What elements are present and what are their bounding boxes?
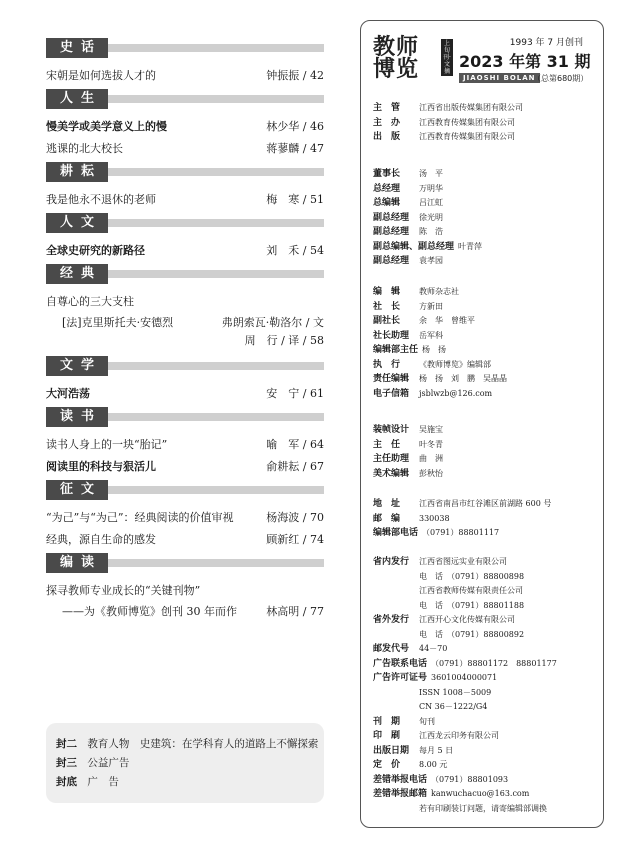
article-title: 逃课的北大校长 [46, 142, 123, 155]
info-row: 电 话 （0791）88800898 [419, 571, 525, 581]
article-entry[interactable] [46, 241, 324, 260]
section-heading [46, 480, 324, 500]
section-heading [46, 213, 324, 233]
table-of-contents [46, 34, 324, 621]
article-title: 探寻教师专业成长的“关键刊物” [46, 584, 201, 597]
article-entry[interactable] [46, 435, 324, 454]
info-row: 社 长 方新田 [373, 301, 443, 312]
article-credits: [法]克里斯托夫·安德烈 弗朗索瓦·勒洛尔 / 文 周 行 / 译 / 58 [62, 316, 324, 347]
info-block [373, 497, 595, 541]
article-entry[interactable] [46, 508, 324, 527]
info-block [373, 423, 595, 481]
info-row: 编 辑 教师杂志社 [373, 287, 459, 297]
article-title: 慢美学或美学意义上的慢 [46, 120, 167, 133]
info-block [373, 167, 595, 269]
info-row: 主 任 叶冬青 [373, 439, 443, 450]
article-entry[interactable] [46, 581, 324, 600]
article-entry[interactable] [46, 66, 324, 85]
article-entry[interactable] [46, 139, 324, 158]
article-author: 梅 寒 / 51 [266, 193, 324, 206]
info-row: 若有印刷装订问题，请寄编辑部调换 [419, 803, 547, 813]
cover-item: 封三 公益广告 [56, 757, 130, 769]
section-0 [46, 38, 324, 85]
section-2 [46, 162, 324, 209]
section-tag: 征文 [46, 480, 108, 500]
article-entry[interactable] [46, 190, 324, 209]
article-author: 林少华 / 46 [266, 120, 324, 133]
info-row: 邮发代号 44－70 [373, 644, 448, 654]
info-block [373, 101, 595, 145]
info-row: 省内发行 江西省图远实业有限公司 [373, 557, 507, 567]
info-row: 出版日期 每月 5 日 [373, 745, 454, 756]
info-row: 董事长 汤 平 [373, 169, 443, 179]
info-row: 社长助理 岳军科 [373, 330, 443, 341]
info-row: 电子信箱 jsblwzb@126.com [373, 388, 493, 399]
info-row: 执 行 《教师博览》编辑部 [373, 359, 491, 370]
article-author: 杨海波 / 70 [266, 511, 324, 524]
section-tag: 读书 [46, 407, 108, 427]
section-1 [46, 89, 324, 158]
article-author: 蒋蓼麟 / 47 [266, 142, 324, 155]
section-tag: 人生 [46, 89, 108, 109]
article-title: 读书人身上的一块“胎记” [46, 438, 168, 451]
info-row: 电 话 （0791）88800892 [419, 629, 525, 639]
article-title: 经典，源自生命的感发 [46, 533, 156, 546]
section-tag: 耕耘 [46, 162, 108, 182]
section-tag: 文学 [46, 356, 108, 376]
cover-item: 封二 教育人物 史建筑：在学科育人的道路上不懈探索 [56, 738, 319, 750]
article-title: “为己”与“为己”：经典阅读的价值审视 [46, 511, 234, 524]
info-row: ISSN 1008－5009 [419, 687, 492, 697]
article-entry[interactable] [46, 530, 324, 549]
total-issue: （总第680期） [533, 74, 589, 83]
info-row: 电 话 （0791）88801188 [419, 600, 525, 610]
info-row: 责任编辑 杨 扬 刘 鹏 吴晶晶 [373, 374, 507, 384]
article-entry[interactable] [46, 292, 324, 311]
cover-item: 封底 广 告 [56, 776, 119, 788]
info-row: 差错举报邮箱 kanwuchacuo@163.com [373, 789, 530, 799]
info-row: 副总经理 袁孝园 [373, 256, 443, 266]
info-row: 刊 期 旬刊 [373, 716, 435, 727]
article-subtitle: ——为《教师博览》创刊 30 年而作 林高明 / 77 [62, 605, 324, 618]
section-7 [46, 480, 324, 549]
section-5 [46, 356, 324, 403]
article-author: 安 宁 / 61 [266, 387, 324, 400]
section-3 [46, 213, 324, 260]
info-row: 总经理 万明华 [373, 183, 443, 194]
article-entry[interactable] [46, 457, 324, 476]
info-row: 装帧设计 吴施宝 [373, 425, 443, 435]
cover-pages-list [46, 723, 324, 803]
info-row: 出 版 江西教育传媒集团有限公司 [373, 132, 515, 142]
magazine-logo: 教师 博览 [373, 35, 420, 82]
section-tag: 编读 [46, 553, 108, 573]
article-author: 喻 军 / 64 [266, 438, 324, 451]
info-row: 广告许可证号 3601004000071 [373, 673, 498, 683]
edition-tag: 上旬刊·文摘 [441, 39, 453, 76]
pinyin-title: JIAOSHI BOLAN [459, 73, 540, 83]
info-row: 差错举报电话 （0791）88801093 [373, 774, 509, 785]
article-entry[interactable] [46, 384, 324, 403]
info-row: 邮 编 330038 [373, 513, 450, 524]
masthead-panel [360, 20, 604, 828]
section-heading [46, 553, 324, 573]
info-row: 地 址 江西省南昌市红谷滩区前湖路 600 号 [373, 499, 552, 509]
info-row: 主 管 江西省出版传媒集团有限公司 [373, 103, 523, 113]
section-heading [46, 407, 324, 427]
info-row: 美术编辑 彭秋怡 [373, 468, 443, 479]
info-row: CN 36－1222/G4 [419, 702, 488, 711]
info-block [373, 555, 595, 816]
info-row: 广告联系电话 （0791）88801172 88801177 [373, 658, 557, 669]
section-heading [46, 162, 324, 182]
article-title: 全球史研究的新路径 [46, 244, 145, 257]
info-row: 副总编辑、副总经理 叶青萍 [373, 241, 483, 252]
info-row: 总编辑 吕江虹 [373, 198, 443, 208]
info-row: 副总经理 徐光明 [373, 212, 443, 223]
article-title: 我是他永不退休的老师 [46, 193, 156, 206]
article-title: 宋朝是如何选拔人才的 [46, 69, 156, 82]
info-row: 主任助理 曲 洲 [373, 454, 443, 464]
section-8 [46, 553, 324, 621]
info-row: 编辑部主任 杨 扬 [373, 345, 447, 355]
info-row: 定 价 8.00 元 [373, 760, 448, 770]
article-title: 自尊心的三大支柱 [46, 295, 134, 308]
article-author: 钟振振 / 42 [266, 69, 324, 82]
section-6 [46, 407, 324, 476]
founded-date: 1993 年 7 月创刊 [509, 38, 583, 48]
section-heading [46, 38, 324, 58]
article-entry[interactable] [46, 117, 324, 136]
article-title: 阅读里的科技与狠活儿 [46, 460, 156, 473]
section-4 [46, 264, 324, 350]
info-row: 省外发行 江西开心文化传媒有限公司 [373, 615, 515, 625]
info-row: 主 办 江西教育传媒集团有限公司 [373, 117, 515, 128]
info-row: 印 刷 江西龙云印务有限公司 [373, 731, 499, 741]
article-author: 顾新红 / 74 [266, 533, 324, 546]
section-heading [46, 356, 324, 376]
info-row: 编辑部电话 （0791）88801117 [373, 528, 500, 538]
section-tag: 史话 [46, 38, 108, 58]
info-row: 江西省教师传媒有限责任公司 [419, 586, 523, 595]
issue-number: 2023 年第 31 期 [459, 52, 591, 71]
section-tag: 人文 [46, 213, 108, 233]
info-row: 副社长 余 华 曾维平 [373, 316, 475, 326]
info-block [373, 285, 595, 401]
info-row: 副总经理 陈 浩 [373, 227, 443, 237]
section-heading [46, 89, 324, 109]
section-tag: 经典 [46, 264, 108, 284]
article-author: 俞耕耘 / 67 [266, 460, 324, 473]
article-title: 大河浩荡 [46, 387, 90, 400]
article-author: 刘 禾 / 54 [266, 244, 324, 257]
masthead [373, 31, 595, 101]
section-heading [46, 264, 324, 284]
